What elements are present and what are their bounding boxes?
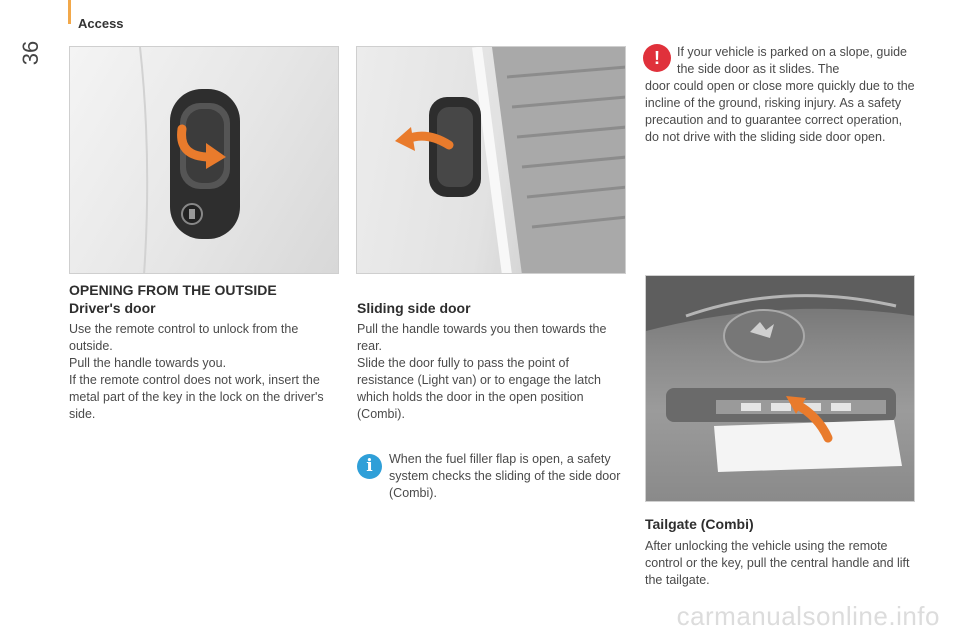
drivers-door-text: Use the remote control to unlock from the outside. Pull the handle towards you. If the remote control does not work, insert the metal part of the key in the lock on the driver's side. xyxy=(69,322,324,421)
tailgate-handle-illustration xyxy=(645,275,915,502)
subtitle-tailgate: Tailgate (Combi) xyxy=(645,516,754,532)
warning-text-first-lines: If your vehicle is parked on a slope, guide the side door as it slides. The xyxy=(677,45,907,76)
fuel-flap-info-note: When the fuel filler flap is open, a safety system checks the sliding of the side door (Combi). xyxy=(389,452,621,500)
warning-text-continued: door could open or close more quickly due to the incline of the ground, risking injury. As a safety precaution and to guarantee correct operation, do not drive with the sliding side door open. xyxy=(645,79,915,144)
warning-icon: ! xyxy=(643,44,671,72)
header-accent-bar xyxy=(68,0,71,24)
drivers-door-instructions xyxy=(69,321,337,423)
sliding-door-handle-illustration xyxy=(356,46,626,274)
page-number: 36 xyxy=(18,40,43,66)
section-title-opening: OPENING FROM THE OUTSIDE xyxy=(69,282,277,298)
tailgate-instructions: After unlocking the vehicle using the remote control or the key, pull the central handle and lift the tailgate. xyxy=(645,539,910,587)
page-header-title: Access xyxy=(78,16,124,31)
subtitle-sliding-door: Sliding side door xyxy=(357,300,471,316)
info-icon: i xyxy=(357,454,382,479)
driver-door-handle-illustration xyxy=(69,46,339,274)
sliding-door-text: Pull the handle towards you then towards the rear. Slide the door fully to pass the point of resistance (Light van) or to engage the latch which holds the door in the open position (Combi). xyxy=(357,322,607,421)
subtitle-drivers-door: Driver's door xyxy=(69,300,156,316)
watermark: carmanualsonline.info xyxy=(676,601,940,631)
sliding-door-instructions xyxy=(357,321,629,423)
